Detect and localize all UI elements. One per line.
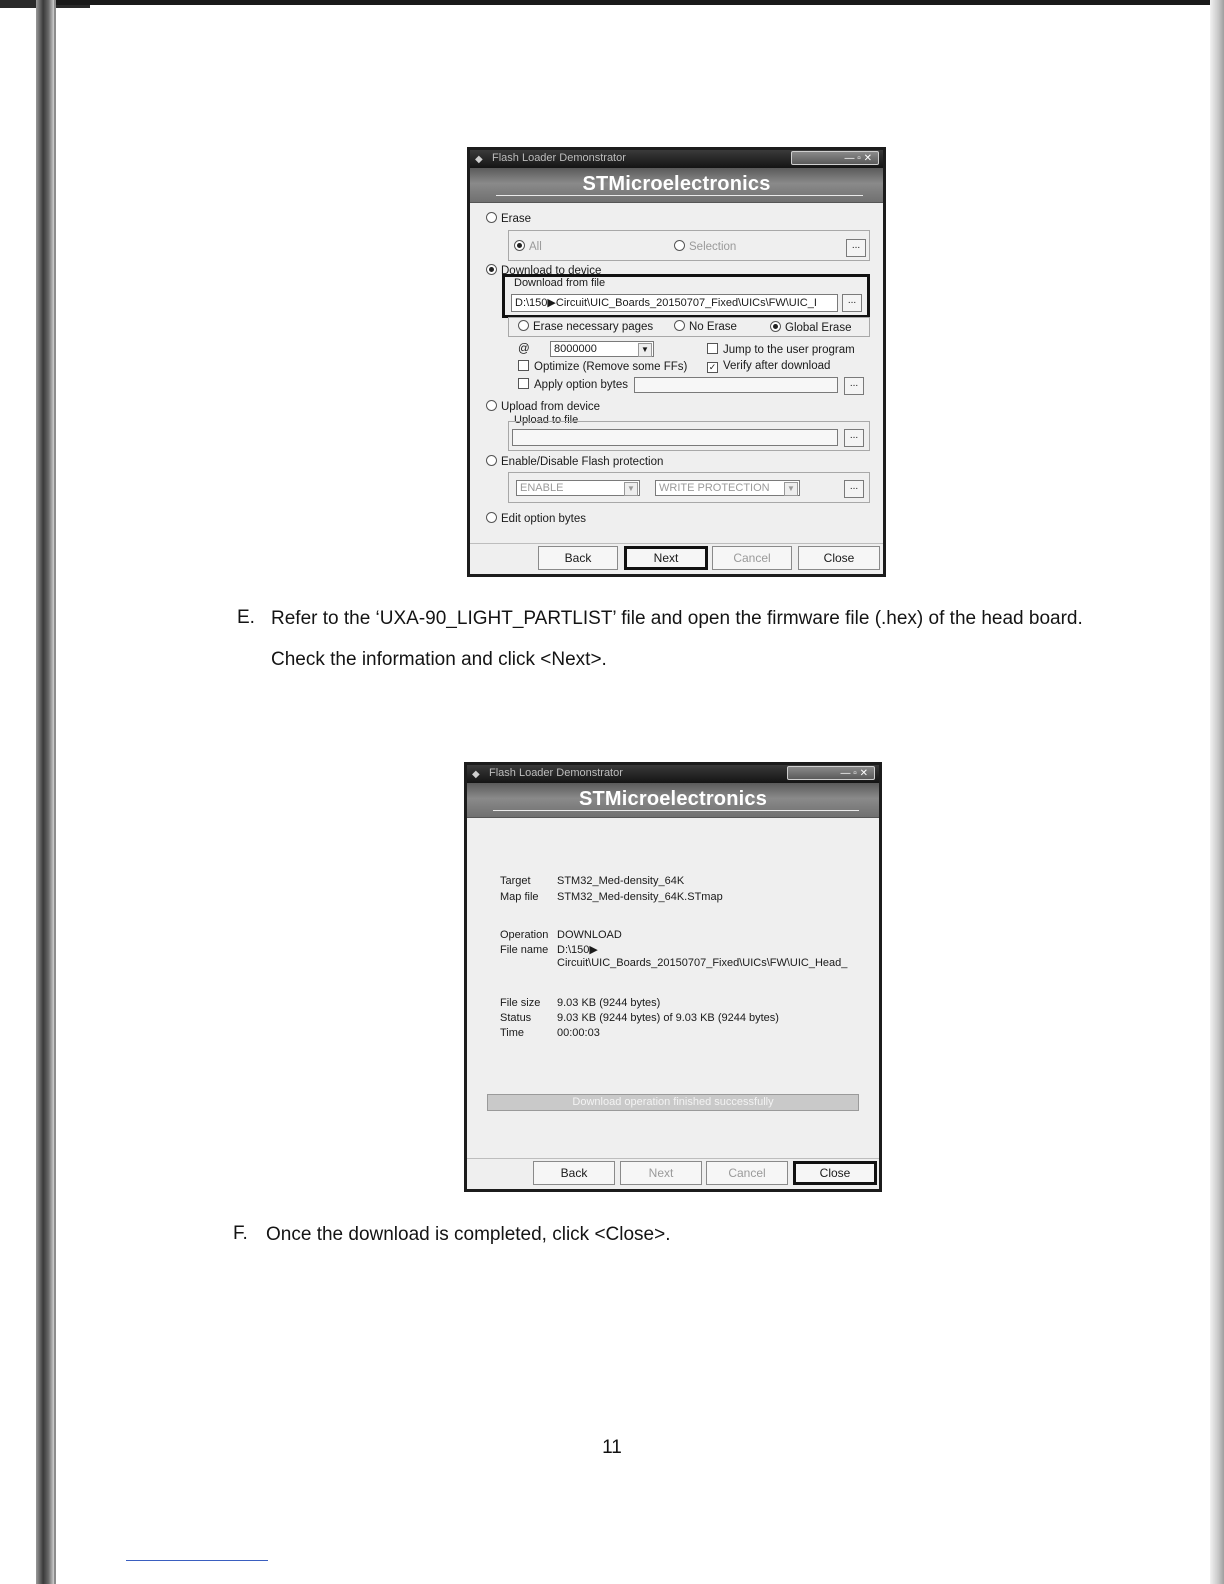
protection-label: Enable/Disable Flash protection [501, 456, 664, 468]
file-name-label: File name [500, 944, 549, 956]
chevron-down-icon[interactable]: ▼ [784, 482, 798, 496]
erase-radio[interactable] [486, 212, 497, 223]
optimize-checkbox[interactable] [518, 360, 529, 371]
step-e-marker: E. [237, 607, 255, 628]
map-file-label: Map file [500, 891, 539, 903]
cancel-button[interactable]: Cancel [712, 546, 792, 570]
target-value: STM32_Med-density_64K [557, 875, 685, 887]
verify-checkbox[interactable]: ✓ [708, 362, 717, 372]
global-erase-option[interactable] [770, 321, 851, 334]
step-f-marker: F. [233, 1223, 248, 1244]
next-button[interactable]: Next [620, 1161, 702, 1185]
brand-logo-text: STMicroelectronics [578, 788, 768, 810]
verify-option[interactable] [707, 360, 830, 373]
apply-option-bytes-checkbox[interactable] [518, 378, 529, 389]
flash-loader-window-result [464, 762, 882, 1192]
app-icon: ◆ [472, 769, 480, 780]
option-bytes-browse-button[interactable]: ... [844, 377, 864, 395]
download-from-file-label: Download from file [514, 277, 606, 289]
flash-loader-window-options [467, 147, 886, 577]
download-browse-button[interactable]: ... [842, 294, 862, 312]
chevron-down-icon[interactable]: ▼ [624, 482, 638, 496]
window-controls[interactable]: — ▫ ✕ [791, 151, 879, 165]
back-button[interactable]: Back [533, 1161, 615, 1185]
no-erase-radio[interactable] [674, 320, 685, 331]
time-row [500, 1027, 600, 1039]
upload-radio[interactable] [486, 400, 497, 411]
jump-checkbox[interactable] [707, 343, 718, 354]
scan-edge-left [36, 0, 54, 1584]
banner-underline [496, 195, 863, 196]
protection-mode-combo[interactable] [516, 480, 640, 496]
upload-file-path-input[interactable] [512, 429, 838, 446]
brand-banner [470, 168, 883, 203]
protection-mode-value: ENABLE [520, 482, 564, 494]
file-size-value: 9.03 KB (9244 bytes) [557, 997, 661, 1009]
map-file-row [500, 891, 723, 903]
scan-edge-left-line [54, 0, 56, 1584]
brand-banner [467, 783, 879, 818]
protection-radio[interactable] [486, 455, 497, 466]
protection-browse-button[interactable]: ... [844, 480, 864, 498]
status-label: Status [500, 1012, 532, 1024]
upload-label: Upload from device [501, 401, 601, 413]
status-row [500, 1012, 779, 1024]
time-value: 00:00:03 [557, 1027, 600, 1039]
file-name-row [500, 943, 598, 956]
step-e-line-2: Check the information and click <Next>. [271, 649, 607, 670]
step-e-line-1: Refer to the ‘UXA-90_LIGHT_PARTLIST’ file and open the firmware file (.hex) of the head board. [271, 608, 1083, 629]
no-erase-option[interactable] [674, 320, 737, 333]
optimize-label: Optimize (Remove some FFs) [534, 361, 688, 373]
cancel-button[interactable]: Cancel [706, 1161, 788, 1185]
upload-browse-button[interactable]: ... [844, 429, 864, 447]
app-icon: ◆ [475, 154, 483, 165]
protection-option[interactable] [486, 455, 663, 468]
close-button[interactable]: Close [798, 546, 880, 570]
window-title: Flash Loader Demonstrator [489, 767, 623, 779]
verify-label: Verify after download [723, 360, 831, 372]
scan-edge-top [56, 0, 1224, 5]
file-size-row [500, 997, 660, 1009]
step-f-text: Once the download is completed, click <Close>. [266, 1224, 671, 1245]
download-radio[interactable] [486, 264, 497, 275]
download-progress-bar: Download operation finished successfully [487, 1094, 859, 1111]
operation-row [500, 929, 622, 941]
back-button[interactable]: Back [538, 546, 618, 570]
page-number: 11 [602, 1437, 622, 1458]
jump-label: Jump to the user program [723, 344, 855, 356]
map-file-value: STM32_Med-density_64K.STmap [557, 891, 723, 903]
file-path-highlight-box [502, 274, 870, 318]
time-label: Time [500, 1027, 525, 1039]
file-name-value-line-2: Circuit\UIC_Boards_20150707_Fixed\UICs\FW\UIC_Head_ [557, 957, 848, 969]
optimize-option[interactable] [518, 360, 687, 373]
global-erase-radio[interactable] [770, 321, 781, 332]
erase-necessary-label: Erase necessary pages [533, 321, 654, 333]
download-label: Download to device [501, 265, 602, 277]
protection-type-value: WRITE PROTECTION [659, 482, 770, 494]
option-bytes-file-input[interactable] [634, 377, 838, 393]
scan-edge-right [1210, 0, 1224, 1584]
target-label: Target [500, 875, 531, 887]
status-value: 9.03 KB (9244 bytes) of 9.03 KB (9244 bytes) [557, 1012, 779, 1024]
protection-type-combo[interactable] [655, 480, 800, 496]
upload-to-file-label: Upload to file [514, 414, 579, 426]
operation-value: DOWNLOAD [557, 929, 622, 941]
banner-underline [493, 810, 859, 811]
download-file-path-input[interactable]: D:\150▶Circuit\UIC_Boards_20150707_Fixed\UICs\FW\UIC_I [511, 294, 838, 312]
erase-all-radio[interactable] [514, 240, 525, 251]
operation-label: Operation [500, 929, 549, 941]
file-name-value-line-1: D:\150▶ [557, 944, 598, 956]
upload-option[interactable] [486, 400, 600, 413]
apply-option-bytes-label: Apply option bytes [534, 379, 628, 391]
brand-logo-text: STMicroelectronics [582, 173, 771, 195]
address-at-label: @ [518, 343, 530, 355]
no-erase-label: No Erase [689, 321, 737, 333]
erase-browse-button[interactable]: ... [846, 239, 866, 257]
address-combo[interactable] [550, 341, 654, 357]
global-erase-label: Global Erase [785, 322, 852, 334]
erase-label: Erase [501, 213, 532, 225]
title-bar [470, 150, 883, 168]
erase-all-option[interactable] [514, 240, 542, 253]
chevron-down-icon[interactable]: ▼ [638, 343, 652, 357]
address-value: 8000000 [554, 343, 597, 355]
erase-all-label: All [529, 241, 542, 253]
erase-selection-label: Selection [689, 241, 737, 253]
window-title: Flash Loader Demonstrator [492, 152, 626, 164]
erase-necessary-option[interactable] [518, 320, 653, 333]
erase-option[interactable] [486, 212, 531, 225]
close-button[interactable]: Close [793, 1161, 877, 1185]
erase-necessary-radio[interactable] [518, 320, 529, 331]
edit-option-bytes-option[interactable] [486, 512, 586, 525]
target-row [500, 875, 684, 887]
title-bar [467, 765, 879, 783]
erase-selection-option[interactable] [674, 240, 736, 253]
edit-option-bytes-radio[interactable] [486, 512, 497, 523]
erase-selection-radio[interactable] [674, 240, 685, 251]
footer-rule [126, 1560, 268, 1561]
jump-user-program-option[interactable] [707, 343, 855, 356]
button-bar [467, 1158, 879, 1189]
window-controls[interactable]: — ▫ ✕ [787, 766, 875, 780]
edit-option-bytes-label: Edit option bytes [501, 513, 587, 525]
apply-option-bytes-option[interactable] [518, 378, 628, 391]
button-bar [470, 543, 883, 574]
file-size-label: File size [500, 997, 541, 1009]
next-button[interactable]: Next [624, 546, 708, 570]
